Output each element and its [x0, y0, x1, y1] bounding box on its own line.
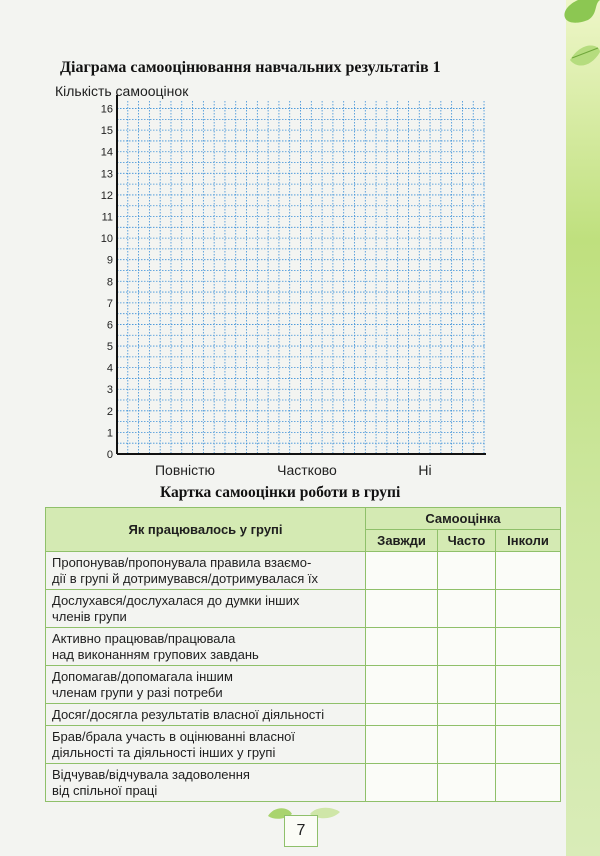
y-tick-label: 14	[100, 146, 113, 159]
table-row	[46, 552, 561, 590]
chart-title: Діаграма самооцінювання навчальних результатів 1	[60, 59, 441, 76]
mark-cell-always[interactable]	[366, 628, 438, 666]
y-tick-label: 7	[106, 297, 113, 310]
mark-cell-often[interactable]	[438, 726, 496, 764]
mark-cell-always[interactable]	[366, 704, 438, 726]
mark-cell-always[interactable]	[366, 666, 438, 704]
header-self-assessment: Самооцінка	[366, 508, 561, 530]
y-tick-label: 6	[106, 319, 113, 332]
y-tick-label: 15	[100, 125, 113, 138]
y-tick-label: 4	[106, 362, 113, 375]
mark-cell-sometimes[interactable]	[496, 666, 561, 704]
mark-cell-often[interactable]	[438, 552, 496, 590]
self-assessment-table	[45, 507, 561, 802]
mark-cell-sometimes[interactable]	[496, 590, 561, 628]
mark-cell-often[interactable]	[438, 666, 496, 704]
row-criterion: Пропонував/пропонувала правила взаємо- дії в групі й дотримувався/дотримувалася їх	[46, 552, 366, 590]
header-always: Завжди	[366, 530, 438, 552]
mark-cell-often[interactable]	[438, 704, 496, 726]
mark-cell-sometimes[interactable]	[496, 552, 561, 590]
row-criterion: Досяг/досягла результатів власної діяльності	[46, 704, 366, 726]
x-category-label: Ні	[418, 462, 432, 478]
page-number: 7	[284, 815, 318, 847]
y-axis-label: Кількість самооцінок	[55, 83, 189, 99]
header-sometimes: Інколи	[496, 530, 561, 552]
row-criterion: Допомагав/допомагала іншим членам групи у разі потреби	[46, 666, 366, 704]
table-row	[46, 628, 561, 666]
table-row	[46, 704, 561, 726]
table-title: Картка самооцінки роботи в групі	[160, 484, 401, 501]
mark-cell-always[interactable]	[366, 726, 438, 764]
x-category-label: Повністю	[154, 462, 216, 478]
mark-cell-often[interactable]	[438, 590, 496, 628]
table-row	[46, 764, 561, 802]
table-row	[46, 590, 561, 628]
header-often: Часто	[438, 530, 496, 552]
row-criterion: Відчував/відчувала задоволення від спільної праці	[46, 764, 366, 802]
mark-cell-often[interactable]	[438, 764, 496, 802]
mark-cell-sometimes[interactable]	[496, 764, 561, 802]
y-tick-label: 2	[106, 405, 113, 418]
row-criterion: Брав/брала участь в оцінюванні власної діяльності та діяльності інших у групі	[46, 726, 366, 764]
mark-cell-sometimes[interactable]	[496, 726, 561, 764]
mark-cell-often[interactable]	[438, 628, 496, 666]
y-tick-label: 1	[106, 427, 113, 440]
y-tick-label: 16	[100, 103, 113, 116]
table-row	[46, 666, 561, 704]
y-tick-label: 8	[106, 276, 113, 289]
y-tick-label: 11	[101, 211, 113, 224]
y-tick-label: 3	[106, 384, 113, 397]
mark-cell-always[interactable]	[366, 764, 438, 802]
y-tick-label: 10	[100, 233, 113, 246]
row-criterion: Активно працював/працювала над виконанням групових завдань	[46, 628, 366, 666]
y-tick-label: 12	[100, 189, 113, 202]
y-tick-label: 13	[100, 168, 113, 181]
mark-cell-sometimes[interactable]	[496, 704, 561, 726]
page-number-badge	[258, 806, 348, 856]
table-row	[46, 726, 561, 764]
mark-cell-sometimes[interactable]	[496, 628, 561, 666]
mark-cell-always[interactable]	[366, 552, 438, 590]
row-criterion: Дослухався/дослухалася до думки інших членів групи	[46, 590, 366, 628]
header-criterion: Як працювалось у групі	[46, 508, 366, 552]
mark-cell-always[interactable]	[366, 590, 438, 628]
y-tick-label: 5	[106, 341, 113, 354]
y-tick-label: 0	[106, 449, 113, 461]
x-category-label: Частково	[277, 462, 337, 478]
y-tick-label: 9	[106, 254, 113, 267]
